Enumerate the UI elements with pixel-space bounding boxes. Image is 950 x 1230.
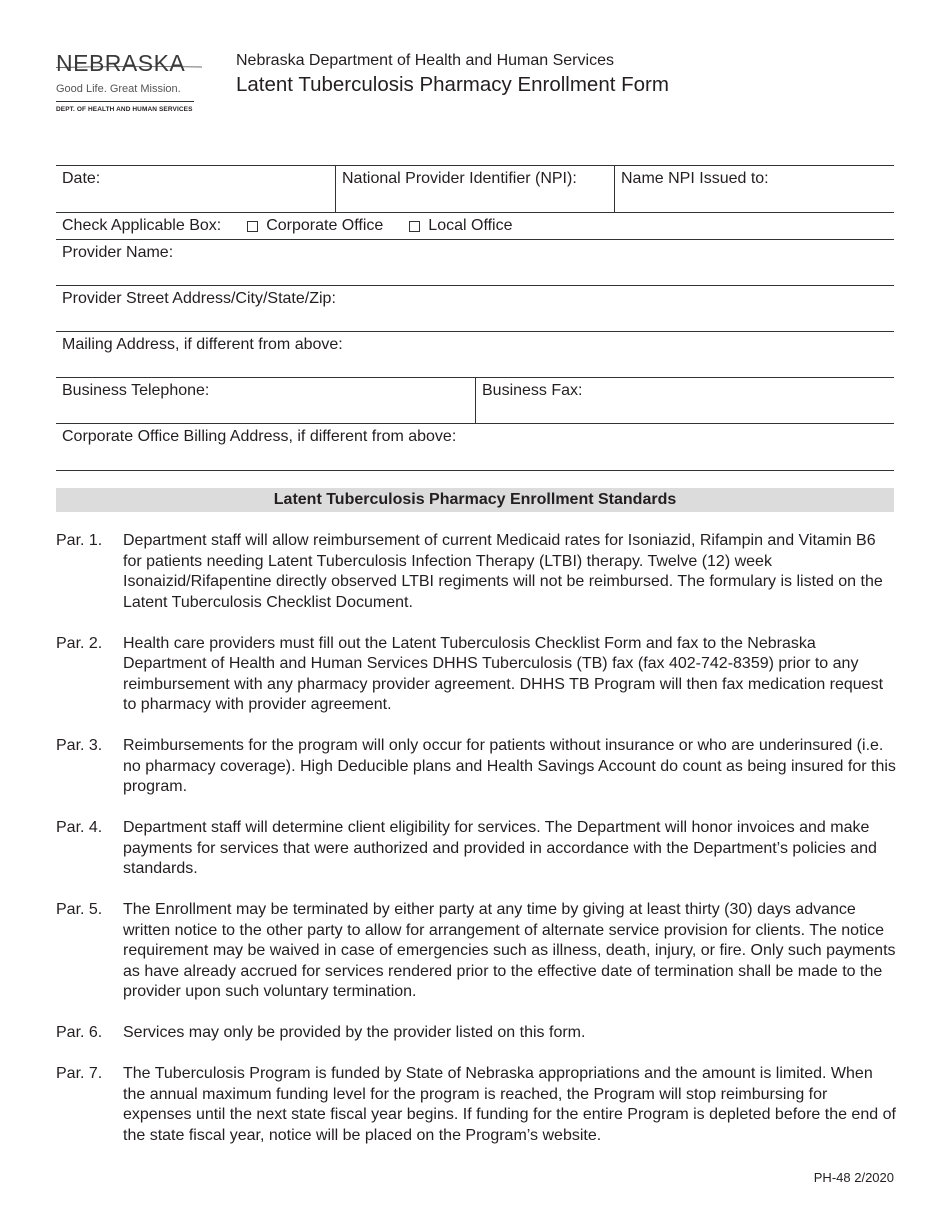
business-telephone-field[interactable] [56,378,475,423]
paragraph-text: Services may only be provided by the provider listed on this form. [123,1024,586,1041]
paragraph-number: Par. 3. [56,737,103,754]
form-row-office-type [56,212,894,239]
business-fax-label: Business Fax: [482,382,583,399]
form-row-mailing-address [56,331,894,377]
business-fax-field[interactable] [475,378,894,423]
form-row-phone-fax [56,377,894,423]
npi-field[interactable] [335,166,614,212]
paragraph [56,818,896,880]
paragraph-text: Department staff will determine client eligibility for services. The Department will honor invoices and make payments for services that were authorized and provided in accordance with the Department’s policies and standards. [123,819,877,877]
form-row-street-address [56,285,894,331]
form-row-provider-name [56,239,894,285]
local-office-option[interactable] [409,217,512,235]
paragraph [56,1023,896,1044]
date-field[interactable] [56,166,335,212]
logo-tagline: Good Life. Great Mission. [56,83,181,95]
agency-name: Nebraska Department of Health and Human Services [236,52,614,69]
form-row-billing-address [56,423,894,470]
form-code: PH-48 2/2020 [813,1170,894,1185]
local-office-checkbox[interactable] [409,221,420,232]
office-type-cell [56,217,894,235]
npi-label: National Provider Identifier (NPI): [342,170,577,187]
check-applicable-label: Check Applicable Box: [62,217,222,234]
paragraph [56,736,896,798]
mailing-address-field[interactable] [56,332,894,377]
mailing-address-label: Mailing Address, if different from above: [62,336,343,353]
nebraska-dhhs-logo [56,50,204,113]
document-header [236,52,669,97]
npi-name-label: Name NPI Issued to: [621,170,769,187]
form-row-date-npi [56,165,894,212]
paragraph [56,634,896,716]
paragraph [56,531,896,613]
local-office-label: Local Office [428,217,513,234]
date-label: Date: [62,170,101,187]
paragraph-number: Par. 7. [56,1065,103,1082]
paragraph-number: Par. 1. [56,532,103,549]
form-bottom-rule [56,470,894,471]
npi-name-field[interactable] [614,166,894,212]
standards-heading: Latent Tuberculosis Pharmacy Enrollment Standards [56,488,894,512]
provider-name-field[interactable] [56,240,894,285]
paragraph-number: Par. 5. [56,901,103,918]
paragraph-number: Par. 2. [56,634,103,652]
paragraph-text: Health care providers must fill out the Latent Tuberculosis Checklist Form and fax to the Nebraska Department of Health and Human Services DHHS Tuberculosis (TB) fax (fax 402-742-8359) prior to any reimbursement with any pharmacy provider agreement. DHHS TB Program will then fax medication request to pharmacy with provider agreement. [123,634,884,713]
paragraph-text: Department staff will allow reimbursement of current Medicaid rates for Isoniazid, Rifampin and Vitamin B6 for patients needing Latent Tuberculosis Infection Therapy (LTBI) therapy. Twelve (12) week Isonaizid/Rifapentine directly observed LTBI regiments will not be reimbursed. The formulary is listed on the Latent Tuberculosis Checklist Document. [123,532,883,611]
paragraph [56,1064,896,1146]
form-title: Latent Tuberculosis Pharmacy Enrollment Form [236,73,669,96]
paragraph-text: The Tuberculosis Program is funded by State of Nebraska appropriations and the amount is limited. When the annual maximum funding level for the program is reached, the Program will stop reimbursing for expenses until the next state fiscal year begins. If funding for the entire Program is depleted before the end of the state fiscal year, notice will be placed on the Program’s website. [123,1065,896,1144]
logo-divider [56,101,194,102]
corporate-office-checkbox[interactable] [247,221,258,232]
logo-swoosh-icon [56,66,202,68]
street-address-label: Provider Street Address/City/State/Zip: [62,290,336,307]
billing-address-label: Corporate Office Billing Address, if different from above: [62,428,457,445]
street-address-field[interactable] [56,286,894,331]
paragraph-text: Reimbursements for the program will only occur for patients without insurance or who are underinsured (i.e. no pharmacy coverage). High Deducible plans and Health Savings Account do count as being insured for this program. [123,737,896,795]
paragraph [56,900,896,1003]
paragraph-number: Par. 6. [56,1024,103,1041]
billing-address-field[interactable] [56,424,894,470]
standards-paragraphs [56,531,896,1167]
paragraph-text: The Enrollment may be terminated by either party at any time by giving at least thirty (30) days advance written notice to the other party to allow for arrangement of alternate service provision for clients. The notice requirement may be waived in case of emergencies such as illness, death, injury, or fire. Only such payments as have already accrued for services rendered prior to the effective date of termination shall be made to the provider upon such voluntary termination. [123,901,896,1000]
corporate-office-option[interactable] [247,217,383,235]
corporate-office-label: Corporate Office [266,217,384,234]
paragraph-number: Par. 4. [56,819,103,836]
enrollment-form [56,165,894,471]
provider-name-label: Provider Name: [62,244,174,261]
logo-wordmark: NEBRASKA [56,50,204,76]
logo-dept: DEPT. OF HEALTH AND HUMAN SERVICES [56,106,193,113]
business-telephone-label: Business Telephone: [62,382,210,399]
